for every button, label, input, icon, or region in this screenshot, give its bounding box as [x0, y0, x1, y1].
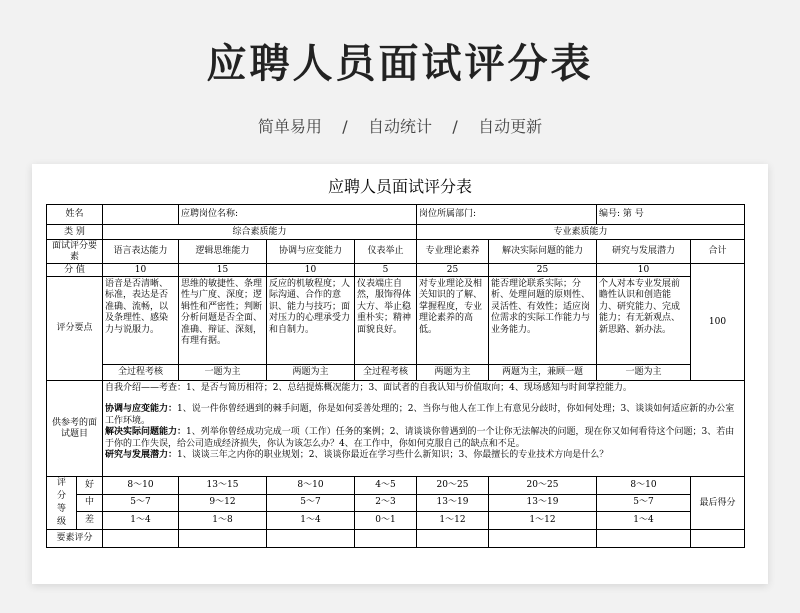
assess-method: 全过程考核: [355, 365, 417, 381]
grade-range: 20～25: [417, 477, 489, 495]
score-sheet: [32, 164, 768, 584]
element-score-row: [47, 530, 745, 548]
question-intro: 自我介绍——考查：1、是否与简历相符；2、总结提炼概况能力；3、面试者的自我认知与价值取向；4、现场感知与时间掌控能力。: [105, 383, 632, 393]
question-problem-title: 解决实际问题能力：: [105, 427, 187, 438]
category-professional: 专业素质能力: [417, 225, 745, 240]
number-field[interactable]: 编号: 第 号: [597, 205, 745, 225]
questions-text: [103, 381, 745, 477]
header-row: [47, 205, 745, 225]
score-value: 10: [267, 264, 355, 277]
key-point-text: 反应的机敏程度；人际沟通、合作的意识、能力与技巧；面对压力的心理承受力和自制力。: [267, 277, 355, 365]
assess-method: 一题为主: [179, 365, 267, 381]
grade-range: 5～7: [103, 494, 179, 512]
grade-level: 好: [77, 477, 103, 495]
score-value: 25: [417, 264, 489, 277]
key-point-text: 语音是否清晰、标准，表达是否准确、流畅，以及条理性、感染力与说服力。: [103, 277, 179, 365]
assess-row: [47, 365, 745, 381]
grade-range: 8～10: [267, 477, 355, 495]
assess-method: 全过程考核: [103, 365, 179, 381]
grade-range: 1～4: [103, 512, 179, 530]
name-field[interactable]: [103, 205, 179, 225]
assess-method: 两题为主，兼顾一题: [489, 365, 597, 381]
key-points-row: [47, 277, 745, 365]
question-potential: [105, 450, 742, 461]
key-point-text: 能否理论联系实际；分析、处理问题的原则性、灵活性、有效性；适应岗位需求的实际工作能力与业务能力。: [489, 277, 597, 365]
elements-row: [47, 240, 745, 264]
element-score-cell[interactable]: [417, 530, 489, 548]
department-field[interactable]: 岗位所属部门:: [417, 205, 597, 225]
score-value: 25: [489, 264, 597, 277]
score-value: 10: [597, 264, 691, 277]
key-point-text: 思维的敏捷性、条理性与广度、深度；逻辑性和严密性；判断分析问题是否全面、准确、辩证、深刻，有理有据。: [179, 277, 267, 365]
grade-range: 1～4: [597, 512, 691, 530]
sheet-title: 应聘人员面试评分表: [327, 177, 472, 196]
element-score-cell[interactable]: [355, 530, 417, 548]
element-score-cell[interactable]: [179, 530, 267, 548]
question-coordination: [105, 404, 742, 427]
question-problem-solving: [105, 427, 742, 450]
grade-row: [47, 494, 745, 512]
grade-range: 0～1: [355, 512, 417, 530]
total-score: 100: [691, 264, 745, 381]
question-potential-text: 1、谈谈三年之内你的职业规划；2、谈谈你最近在学习些什么新知识；3、你最擅长的专业技术方向是什么？: [177, 450, 609, 461]
element-score-cell[interactable]: [267, 530, 355, 548]
score-value: 15: [179, 264, 267, 277]
elements-label: 面试评分要素: [47, 240, 103, 264]
element-score-label: 要素评分: [47, 530, 103, 548]
element-header: 协调与应变能力: [267, 240, 355, 264]
grade-range: 5～7: [267, 494, 355, 512]
score-row: [47, 264, 745, 277]
grade-range: 20～25: [489, 477, 597, 495]
tagline: 简单易用 / 自动统计 / 自动更新: [257, 117, 543, 136]
grade-range: 8～10: [103, 477, 179, 495]
grade-range: 5～7: [597, 494, 691, 512]
final-score-cell[interactable]: [691, 530, 745, 548]
key-point-text: 仪表端庄自然，服饰得体大方、举止稳重朴实；精神面貌良好。: [355, 277, 417, 365]
element-score-cell[interactable]: [489, 530, 597, 548]
element-score-cell[interactable]: [597, 530, 691, 548]
element-header: 语言表达能力: [103, 240, 179, 264]
grade-level: 差: [77, 512, 103, 530]
element-score-cell[interactable]: [103, 530, 179, 548]
grade-row: [47, 477, 745, 495]
grade-range: 1～4: [267, 512, 355, 530]
grade-level: 中: [77, 494, 103, 512]
grade-range: 2～3: [355, 494, 417, 512]
grade-range: 9～12: [179, 494, 267, 512]
grade-range: 1～12: [417, 512, 489, 530]
element-header: 研究与发展潜力: [597, 240, 691, 264]
hero-title: 应聘人员面试评分表: [206, 41, 594, 87]
grade-range: 4～5: [355, 477, 417, 495]
grade-range: 13～15: [179, 477, 267, 495]
grades-label: 评分等级: [47, 477, 77, 530]
score-label: 分 值: [47, 264, 103, 277]
total-header: 合计: [691, 240, 745, 264]
questions-label: 供参考的面试题目: [47, 381, 103, 477]
element-header: 解决实际问题的能力: [489, 240, 597, 264]
grade-row: [47, 512, 745, 530]
grade-range: 13～19: [489, 494, 597, 512]
score-value: 10: [103, 264, 179, 277]
category-label: 类 别: [47, 225, 103, 240]
final-score-label: 最后得分: [691, 477, 745, 530]
element-header: 专业理论素养: [417, 240, 489, 264]
element-header: 仪表举止: [355, 240, 417, 264]
position-field[interactable]: 应聘岗位名称:: [179, 205, 417, 225]
score-value: 5: [355, 264, 417, 277]
assess-method: 一题为主: [597, 365, 691, 381]
category-general: 综合素质能力: [103, 225, 417, 240]
question-coordination-text: 1、说一件你曾经遇到的棘手问题，你是如何妥善处理的；2、当你与他人在工作上有意见分歧时，你如何处理；3、谈谈如何适应新的办公室工作环境。: [105, 404, 735, 426]
key-points-label: 评分要点: [47, 277, 103, 381]
grade-range: 8～10: [597, 477, 691, 495]
category-row: [47, 225, 745, 240]
question-problem-text: 1、列举你曾经成功完成一项（工作）任务的案例；2、请谈谈你曾遇到的一个让你无法解决的问题，现在你又如何看待这个问题；3、若由于你的工作失误，给公司造成经济损失，你认为该怎么办？4、在工作中，你如何克服自己的缺点和不足。: [105, 427, 735, 449]
grade-range: 1～12: [489, 512, 597, 530]
question-potential-title: 研究与发展潜力：: [105, 450, 178, 461]
assess-method: 两题为主: [417, 365, 489, 381]
key-point-text: 个人对本专业发展前瞻性认识和创造能力、研究能力、完成能力；有无新观点、新思路、新办法。: [597, 277, 691, 365]
name-label: 姓名: [47, 205, 103, 225]
score-table: [46, 204, 745, 548]
grade-range: 1～8: [179, 512, 267, 530]
element-header: 逻辑思维能力: [179, 240, 267, 264]
grade-range: 13～19: [417, 494, 489, 512]
questions-row: [47, 381, 745, 477]
question-coordination-title: 协调与应变能力：: [105, 404, 178, 415]
assess-method: 两题为主: [267, 365, 355, 381]
key-point-text: 对专业理论及相关知识的了解、掌握程度，专业理论素养的高低。: [417, 277, 489, 365]
